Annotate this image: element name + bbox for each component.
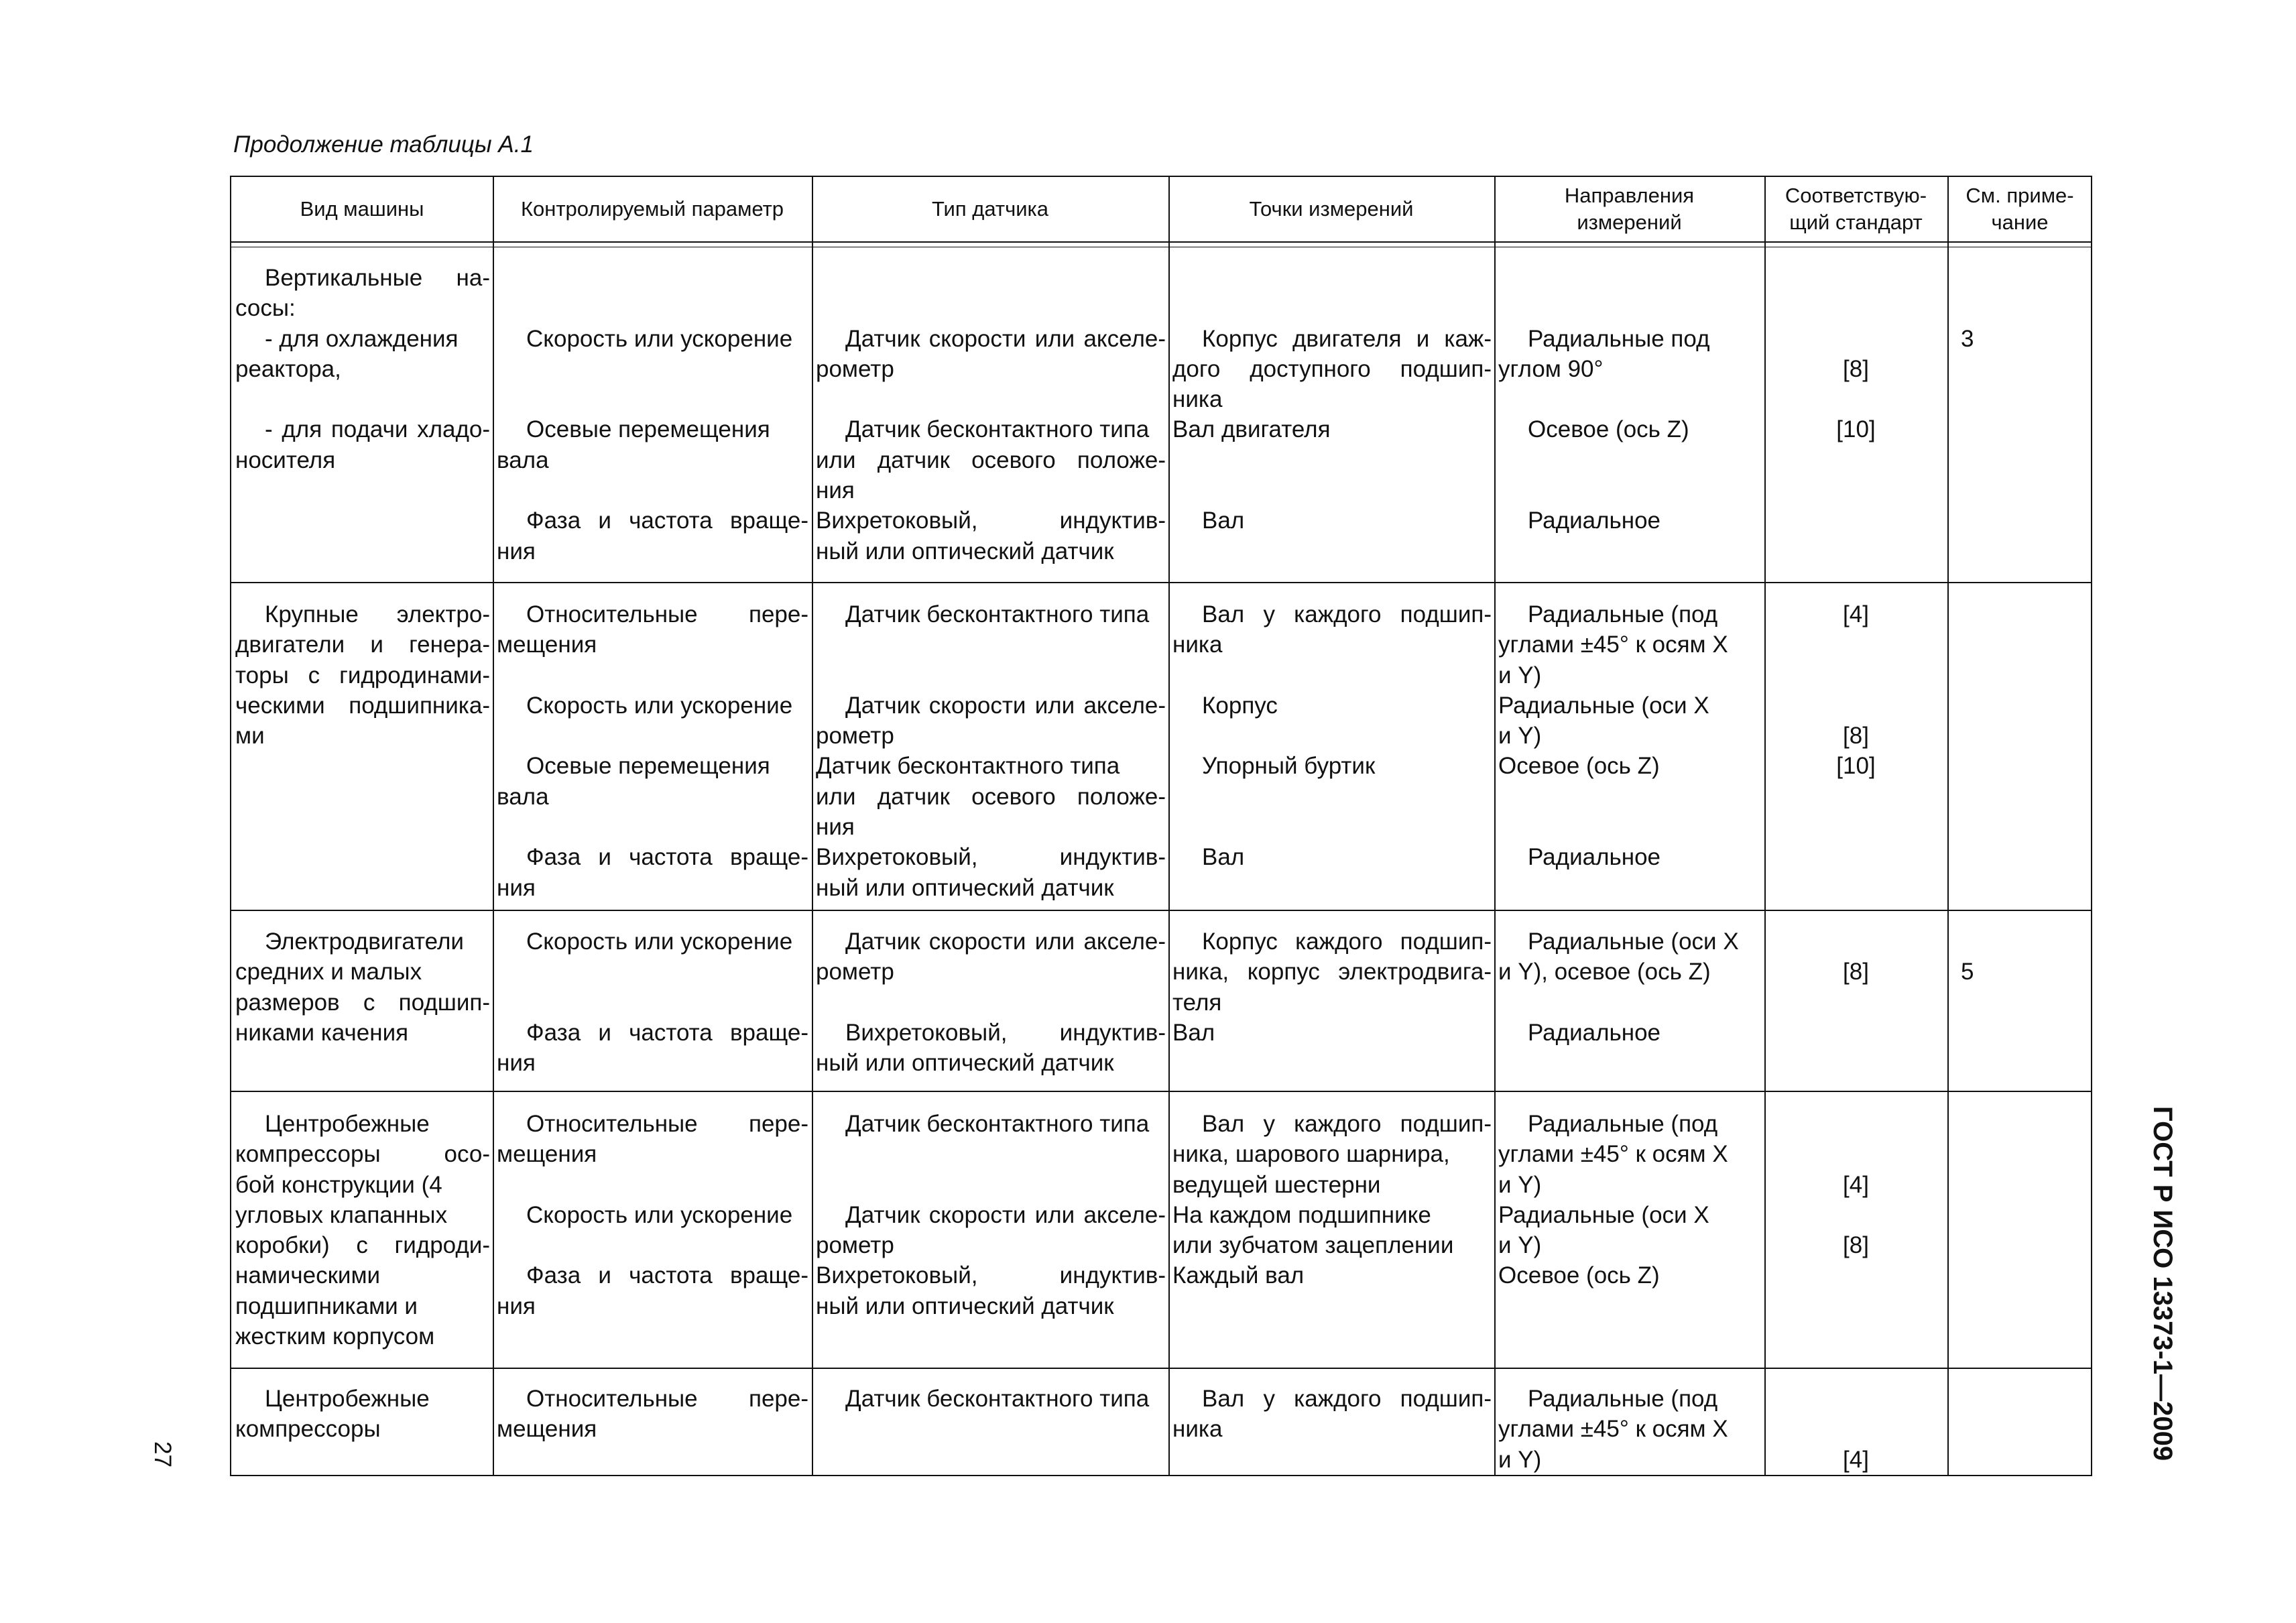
header-note: См. приме- чание xyxy=(1966,184,2074,234)
cell-line xyxy=(1498,812,1762,842)
cell-line xyxy=(1498,445,1762,475)
cell-line: Радиальные (под xyxy=(1528,601,1718,627)
row-divider xyxy=(231,1368,2091,1369)
cell-line xyxy=(1767,1384,1945,1414)
cell-line xyxy=(816,263,1166,293)
header-sensor-type: Тип датчика xyxy=(931,197,1049,221)
cell-line: вала xyxy=(497,446,549,473)
cell-line: Скорость или ускорение xyxy=(526,1201,793,1228)
cell-line: и Y), осевое (ось Z) xyxy=(1498,959,1711,985)
cell-line xyxy=(1767,629,1945,660)
cell-points xyxy=(1172,599,1492,873)
cell-line: Фаза и частота враще- xyxy=(526,844,808,871)
cell-line: Датчик бесконтактного типа xyxy=(845,416,1150,443)
cell-line xyxy=(1767,324,1945,354)
cell-line: Вихретоковый, индуктив- xyxy=(845,1019,1166,1046)
cell-line: ника, корпус электродвига- xyxy=(1172,959,1492,985)
cell-line xyxy=(1498,987,1762,1018)
cell-line xyxy=(1950,263,2091,293)
cell-param xyxy=(497,1384,808,1445)
cell-line: носителя xyxy=(235,446,336,473)
cell-line: [4] xyxy=(1843,1171,1869,1198)
column-divider xyxy=(1947,177,1949,1475)
cell-points xyxy=(1172,1384,1492,1445)
cell-line: Радиальные (под xyxy=(1528,1386,1718,1412)
cell-line: Осевое (ось Z) xyxy=(1498,1262,1660,1289)
cell-line: углом 90° xyxy=(1498,355,1604,382)
cell-sensor xyxy=(816,599,1166,903)
cell-line xyxy=(1767,926,1945,957)
table-caption: Продолжение таблицы А.1 xyxy=(233,131,534,158)
cell-line: 5 xyxy=(1961,959,1974,985)
cell-line: Крупные электро- xyxy=(265,601,490,627)
cell-line xyxy=(816,1170,1166,1200)
cell-line xyxy=(1172,721,1492,751)
cell-points xyxy=(1172,1109,1492,1291)
cell-line: Вал xyxy=(1172,1019,1215,1046)
cell-line: ния xyxy=(816,814,855,841)
cell-line: углами ±45° к осям X xyxy=(1498,632,1728,658)
cell-line xyxy=(235,384,490,414)
cell-line xyxy=(816,293,1166,323)
cell-line: Радиальные под xyxy=(1528,325,1710,352)
cell-line: Электродвигатели xyxy=(265,928,464,955)
cell-line: Радиальные (под xyxy=(1528,1111,1718,1137)
cell-standard xyxy=(1767,1384,1945,1475)
cell-line: сосы: xyxy=(235,295,296,322)
cell-line: Датчик скорости или акселе- xyxy=(845,692,1166,719)
cell-line: углами ±45° к осям X xyxy=(1498,1141,1728,1168)
cell-line xyxy=(816,629,1166,660)
cell-note xyxy=(1950,926,2091,987)
cell-line: [4] xyxy=(1843,1446,1869,1473)
cell-line: На каждом подшипнике xyxy=(1172,1201,1431,1228)
cell-line xyxy=(497,1230,808,1260)
cell-line: Фаза и частота враще- xyxy=(526,507,808,534)
cell-line xyxy=(497,354,808,384)
cell-line: Центробежные xyxy=(265,1111,430,1137)
cell-line: ный или оптический датчик xyxy=(816,1293,1114,1319)
cell-line: Относительные пере- xyxy=(526,1386,808,1412)
cell-line: Центробежные xyxy=(265,1386,430,1412)
cell-line: Вихретоковый, индуктив- xyxy=(816,507,1166,534)
cell-direction xyxy=(1498,926,1762,1048)
cell-line xyxy=(497,1170,808,1200)
cell-line xyxy=(1767,1414,1945,1444)
cell-line: Датчик скорости или акселе- xyxy=(845,325,1166,352)
cell-line: ния xyxy=(497,1050,536,1077)
cell-line xyxy=(1950,926,2091,957)
cell-line: компрессоры осо- xyxy=(235,1141,490,1168)
cell-line: компрессоры xyxy=(235,1416,381,1443)
cell-line xyxy=(1767,660,1945,690)
cell-line xyxy=(497,384,808,414)
cell-line: углами ±45° к осям X xyxy=(1498,1416,1728,1443)
cell-line xyxy=(1767,690,1945,721)
header-parameter: Контролируемый параметр xyxy=(520,197,784,221)
cell-line xyxy=(1172,293,1492,323)
cell-line: ния xyxy=(497,1293,536,1319)
cell-line: и Y) xyxy=(1498,723,1542,749)
cell-line: рометр xyxy=(816,1232,894,1259)
row-divider xyxy=(231,910,2091,911)
column-divider xyxy=(1764,177,1766,1475)
cell-line xyxy=(1172,445,1492,475)
cell-line: и Y) xyxy=(1498,1446,1542,1473)
cell-line: Датчик скорости или акселе- xyxy=(845,1201,1166,1228)
cell-line xyxy=(1767,1200,1945,1230)
page-number: 27 xyxy=(149,1441,176,1467)
cell-line xyxy=(497,721,808,751)
cell-direction xyxy=(1498,599,1762,873)
cell-line: Вал у каждого подшип- xyxy=(1202,1386,1492,1412)
column-divider xyxy=(812,177,813,1475)
cell-line: ния xyxy=(497,874,536,901)
cell-line: Радиальные (оси X xyxy=(1528,928,1739,955)
cell-line: теля xyxy=(1172,989,1222,1016)
cell-line: дого доступного подшип- xyxy=(1172,355,1492,382)
cell-line: мещения xyxy=(497,1416,597,1443)
cell-line: Вихретоковый, индуктив- xyxy=(816,1262,1166,1289)
cell-line: рометр xyxy=(816,355,894,382)
cell-line: - для охлаждения xyxy=(265,325,459,352)
cell-line: или датчик осевого положе- xyxy=(816,783,1166,810)
cell-line xyxy=(1950,293,2091,323)
cell-standard xyxy=(1767,1109,1945,1260)
sensor-table xyxy=(230,176,2092,1476)
cell-line xyxy=(497,957,808,987)
cell-machine xyxy=(235,1109,490,1351)
cell-line: мещения xyxy=(497,1141,597,1168)
cell-line: [8] xyxy=(1843,959,1869,985)
cell-line: Вал xyxy=(1202,844,1245,871)
cell-line: и Y) xyxy=(1498,1171,1542,1198)
cell-line xyxy=(1498,782,1762,812)
cell-line: Датчик бесконтактного типа xyxy=(816,753,1120,780)
cell-standard xyxy=(1767,263,1945,445)
cell-line: подшипниками и xyxy=(235,1293,418,1319)
cell-line xyxy=(497,987,808,1018)
cell-standard xyxy=(1767,926,1945,987)
header-directions: Направления измерений xyxy=(1564,184,1695,234)
cell-line xyxy=(1498,263,1762,293)
cell-line xyxy=(816,987,1166,1018)
cell-line: Датчик бесконтактного типа xyxy=(845,601,1150,627)
cell-points xyxy=(1172,263,1492,536)
cell-sensor xyxy=(816,1109,1166,1321)
cell-line: Вихретоковый, индуктив- xyxy=(816,844,1166,871)
header-divider xyxy=(231,241,2091,243)
cell-machine xyxy=(235,1384,490,1445)
cell-line: Вал двигателя xyxy=(1172,416,1331,443)
cell-line xyxy=(1498,293,1762,323)
cell-direction xyxy=(1498,1109,1762,1291)
cell-line: рометр xyxy=(816,959,894,985)
column-divider xyxy=(493,177,494,1475)
cell-machine xyxy=(235,926,490,1048)
cell-line xyxy=(1767,263,1945,293)
cell-line: бой конструкции (4 xyxy=(235,1171,442,1198)
cell-line: Фаза и частота враще- xyxy=(526,1019,808,1046)
cell-line: Радиальное xyxy=(1528,507,1661,534)
cell-line: Датчик бесконтактного типа xyxy=(845,1111,1150,1137)
cell-line: вала xyxy=(497,783,549,810)
cell-line xyxy=(816,660,1166,690)
cell-line: средних и малых xyxy=(235,959,422,985)
cell-line: угловых клапанных xyxy=(235,1201,448,1228)
cell-param xyxy=(497,926,808,1078)
cell-line: ный или оптический датчик xyxy=(816,538,1114,564)
cell-line: мещения xyxy=(497,632,597,658)
cell-line: Осевое (ось Z) xyxy=(1498,753,1660,780)
cell-line: ный или оптический датчик xyxy=(816,874,1114,901)
cell-sensor xyxy=(816,926,1166,1078)
cell-line: Вертикальные на- xyxy=(265,265,490,291)
cell-line: Упорный буртик xyxy=(1202,753,1376,780)
cell-line: или датчик осевого положе- xyxy=(816,446,1166,473)
cell-line: Датчик скорости или акселе- xyxy=(845,928,1166,955)
cell-line: Датчик бесконтактного типа xyxy=(845,1386,1150,1412)
cell-line: ми xyxy=(235,723,265,749)
cell-line: Осевые перемещения xyxy=(526,416,770,443)
cell-line: [8] xyxy=(1843,1232,1869,1259)
cell-line: ника xyxy=(1172,1416,1223,1443)
cell-line xyxy=(497,660,808,690)
cell-line: реактора, xyxy=(235,355,341,382)
cell-line xyxy=(1172,782,1492,812)
cell-line: Скорость или ускорение xyxy=(526,928,793,955)
cell-line xyxy=(1172,660,1492,690)
column-divider xyxy=(1168,177,1170,1475)
cell-line: ника xyxy=(1172,386,1223,413)
cell-param xyxy=(497,599,808,903)
cell-line: коробки) с гидроди- xyxy=(235,1232,490,1259)
row-divider xyxy=(231,582,2091,583)
cell-line: Относительные пере- xyxy=(526,601,808,627)
cell-line xyxy=(1767,384,1945,414)
header-machine-type: Вид машины xyxy=(300,197,424,221)
cell-line: Корпус двигателя и каж- xyxy=(1202,325,1492,352)
cell-line xyxy=(497,475,808,505)
cell-line xyxy=(497,263,808,293)
cell-direction xyxy=(1498,263,1762,536)
cell-line: намическими xyxy=(235,1262,381,1289)
cell-line: ческими подшипника- xyxy=(235,692,490,719)
cell-line xyxy=(1172,263,1492,293)
cell-line xyxy=(1767,1109,1945,1139)
cell-line: [10] xyxy=(1836,416,1876,443)
column-divider xyxy=(1494,177,1496,1475)
standard-code: ГОСТ Р ИСО 13373-1—2009 xyxy=(2148,1106,2177,1461)
cell-line xyxy=(1767,1139,1945,1169)
cell-line: Радиальные (оси X xyxy=(1498,692,1709,719)
cell-machine xyxy=(235,599,490,751)
cell-line: ный или оптический датчик xyxy=(816,1050,1114,1077)
cell-standard xyxy=(1767,599,1945,782)
cell-line xyxy=(497,293,808,323)
cell-line: ния xyxy=(497,538,536,564)
cell-line: рометр xyxy=(816,723,894,749)
cell-line: и Y) xyxy=(1498,1232,1542,1259)
cell-line: Радиальные (оси X xyxy=(1498,1201,1709,1228)
cell-line: или зубчатом зацеплении xyxy=(1172,1232,1454,1259)
cell-param xyxy=(497,1109,808,1321)
cell-line: - для подачи хладо- xyxy=(265,416,490,443)
cell-note xyxy=(1950,263,2091,354)
cell-line: торы с гидродинами- xyxy=(235,662,490,688)
cell-line xyxy=(1172,812,1492,842)
cell-line: Радиальное xyxy=(1528,1019,1661,1046)
cell-line: ника, шарового шарнира, xyxy=(1172,1141,1450,1168)
cell-line xyxy=(1498,384,1762,414)
cell-line xyxy=(497,812,808,842)
cell-sensor xyxy=(816,1384,1166,1414)
cell-line: Осевые перемещения xyxy=(526,753,770,780)
cell-line: Вал у каждого подшип- xyxy=(1202,1111,1492,1137)
cell-line: жестким корпусом xyxy=(235,1323,435,1350)
cell-line: Корпус каждого подшип- xyxy=(1202,928,1492,955)
cell-line: Вал xyxy=(1202,507,1245,534)
cell-sensor xyxy=(816,263,1166,566)
cell-line: Относительные пере- xyxy=(526,1111,808,1137)
cell-line: Вал у каждого подшип- xyxy=(1202,601,1492,627)
cell-line: [8] xyxy=(1843,355,1869,382)
cell-param xyxy=(497,263,808,566)
cell-line: [4] xyxy=(1843,601,1869,627)
cell-line: ника xyxy=(1172,632,1223,658)
cell-line: и Y) xyxy=(1498,662,1542,688)
cell-line: ния xyxy=(816,477,855,504)
cell-line xyxy=(1172,475,1492,505)
cell-points xyxy=(1172,926,1492,1048)
cell-machine xyxy=(235,263,490,475)
cell-line: никами качения xyxy=(235,1019,409,1046)
cell-line: Скорость или ускорение xyxy=(526,325,793,352)
cell-line: [8] xyxy=(1843,723,1869,749)
row-divider xyxy=(231,1091,2091,1092)
cell-direction xyxy=(1498,1384,1762,1475)
header-standard: Соответствую- щий стандарт xyxy=(1785,184,1927,234)
cell-line: Фаза и частота враще- xyxy=(526,1262,808,1289)
cell-line: двигатели и генера- xyxy=(235,632,490,658)
cell-line: размеров с подшип- xyxy=(235,989,490,1016)
cell-line: Каждый вал xyxy=(1172,1262,1305,1289)
cell-line xyxy=(816,384,1166,414)
cell-line: [10] xyxy=(1836,753,1876,780)
cell-line: 3 xyxy=(1961,325,1974,352)
cell-line: Осевое (ось Z) xyxy=(1528,416,1689,443)
cell-line: Корпус xyxy=(1202,692,1278,719)
cell-line: Радиальное xyxy=(1528,844,1661,871)
cell-line xyxy=(1767,293,1945,323)
cell-line xyxy=(816,1139,1166,1169)
cell-line: ведущей шестерни xyxy=(1172,1171,1381,1198)
cell-line: Скорость или ускорение xyxy=(526,692,793,719)
header-measurement-points: Точки измерений xyxy=(1249,197,1414,221)
cell-line xyxy=(1498,475,1762,505)
